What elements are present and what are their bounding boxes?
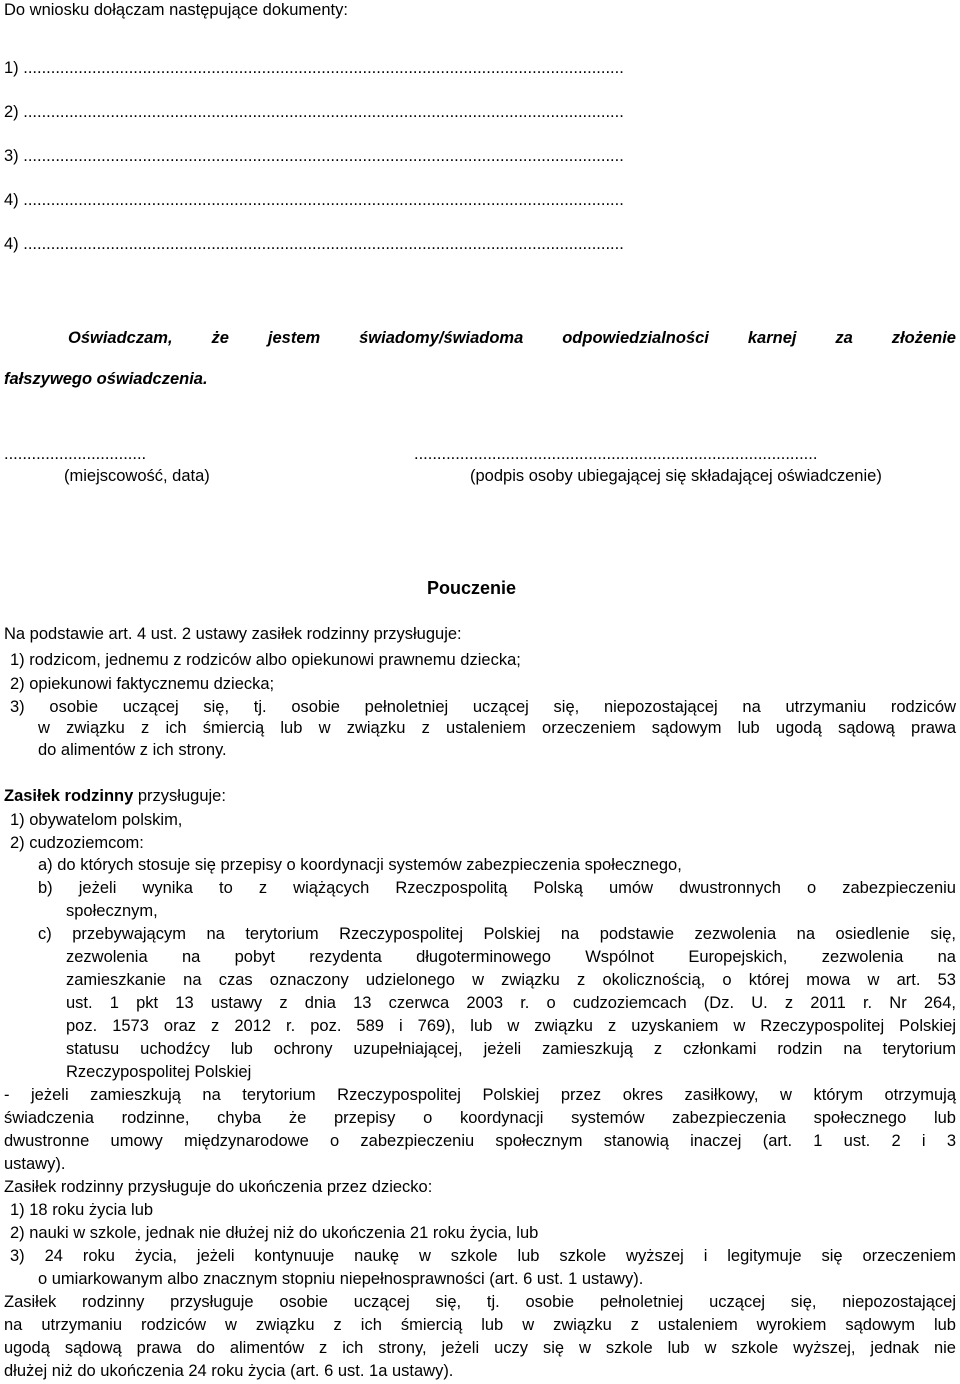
document-line-1: 1) ...................................................................................................................................	[4, 59, 624, 77]
place-date-dots: ...............................	[4, 445, 147, 463]
p2-item-c-6: statusu uchodźcy lub ochrony uzupełniającej, jeżeli zamieszkują z członkami rodzin na terytorium	[66, 1040, 956, 1058]
p2-rest: przysługuje:	[133, 787, 226, 805]
p2-item-1: 1) obywatelom polskim,	[10, 811, 183, 829]
p1-line-2: 1) rodzicom, jednemu z rodziców albo opiekunowi prawnemu dziecka;	[10, 651, 521, 669]
p4-item-2: 2) nauki w szkole, jednak nie dłużej niż do ukończenia 21 roku życia, lub	[10, 1224, 539, 1242]
p5-line-4: dłużej niż do ukończenia 24 roku życia (art. 6 ust. 1a ustawy).	[4, 1362, 454, 1380]
p5-line-3: ugodą sądową prawa do alimentów z ich strony, jeżeli uczy się w szkole lub w szkole wyższej, jednak nie	[4, 1339, 956, 1357]
document-line-4: 4) ...................................................................................................................................	[4, 191, 624, 209]
p2-item-a: a) do których stosuje się przepisy o koordynacji systemów zabezpieczenia społecznego,	[38, 856, 682, 874]
p3-line-2: świadczenia rodzinne, chyba że przepisy o koordynacji systemów zabezpieczenia społecznego lub	[4, 1109, 956, 1127]
document-line-2: 2) ...................................................................................................................................	[4, 103, 624, 121]
documents-intro: Do wniosku dołączam następujące dokumenty:	[4, 1, 348, 19]
p2-item-c-3: zamieszkanie na czas oznaczony udzielonego w związku z okolicznością, o której mowa w art. 53	[66, 971, 956, 989]
p4-item-1: 1) 18 roku życia lub	[10, 1201, 154, 1219]
p4-item-3: 3) 24 roku życia, jeżeli kontynuuje naukę w szkole lub szkole wyższej i legitymuje się orzeczeniem	[10, 1247, 956, 1265]
p5-line-2: na utrzymaniu rodziców w związku z ich śmiercią lub w związku z ustaleniem wyrokiem sądowym lub	[4, 1316, 956, 1334]
declaration-line-2: fałszywego oświadczenia.	[4, 370, 208, 388]
p1-line-6: do alimentów z ich strony.	[38, 741, 227, 759]
p2-item-c-5: poz. 1573 oraz z 2012 r. poz. 589 i 769), lub w związku z uzyskaniem w Rzeczypospolitej Polskiej	[66, 1017, 956, 1035]
p1-line-5: w związku z ich śmiercią lub w związku z ustaleniem orzeczeniem sądowym lub ugodą sądową prawa	[38, 719, 956, 737]
place-date-label: (miejscowość, data)	[64, 467, 210, 485]
p4-line-1: Zasiłek rodzinny przysługuje do ukończenia przez dziecko:	[4, 1178, 433, 1196]
declaration-line-1: Oświadczam, że jestem świadomy/świadoma odpowiedzialności karnej za złożenie	[68, 329, 956, 347]
p4-item-3-cont: o umiarkowanym albo znacznym stopniu niepełnosprawności (art. 6 ust. 1 ustawy).	[38, 1270, 644, 1288]
p3-line-1: - jeżeli zamieszkują na terytorium Rzeczypospolitej Polskiej przez okres zasiłkowy, w którym otrzymują	[4, 1086, 956, 1104]
p2-item-c-4: ust. 1 pkt 13 ustawy z dnia 13 czerwca 2003 r. o cudzoziemcach (Dz. U. z 2011 r. Nr 264,	[66, 994, 956, 1012]
signature-dots: ........................................................................................	[414, 445, 818, 463]
p2-item-c-2: zezwolenia na pobyt rezydenta długoterminowego Wspólnot Europejskich, zezwolenia na	[66, 948, 956, 966]
p1-line-3: 2) opiekunowi faktycznemu dziecka;	[10, 675, 275, 693]
p2-line-1	[4, 786, 226, 806]
p3-line-4: ustawy).	[4, 1155, 66, 1173]
p5-line-1: Zasiłek rodzinny przysługuje osobie uczącej się, tj. osobie pełnoletniej uczącej się, niepozostającej	[4, 1293, 956, 1311]
p2-item-b-cont: społecznym,	[66, 902, 158, 920]
p1-line-4: 3) osobie uczącej się, tj. osobie pełnoletniej uczącej się, niepozostającej na utrzymaniu rodziców	[10, 698, 956, 716]
p2-item-2: 2) cudzoziemcom:	[10, 834, 144, 852]
p2-item-c-7: Rzeczypospolitej Polskiej	[66, 1063, 252, 1081]
p1-line-1: Na podstawie art. 4 ust. 2 ustawy zasiłek rodzinny przysługuje:	[4, 625, 462, 643]
document-line-3: 3) ...................................................................................................................................	[4, 147, 624, 165]
p3-line-3: dwustronne umowy międzynarodowe o zabezpieczeniu społecznym stanowią inaczej (art. 1 ust. 2 i 3	[4, 1132, 956, 1150]
signature-label: (podpis osoby ubiegającej się składającej oświadczenie)	[470, 467, 882, 485]
p2-bold-term: Zasiłek rodzinny	[4, 787, 134, 805]
p2-item-b: b) jeżeli wynika to z wiążących Rzeczpospolitą Polską umów dwustronnych o zabezpieczeniu	[38, 879, 956, 897]
instruction-heading: Pouczenie	[427, 578, 517, 598]
p2-item-c-1: c) przebywającym na terytorium Rzeczypospolitej Polskiej na podstawie zezwolenia na osiedlenie się,	[38, 925, 956, 943]
document-line-5: 4) ...................................................................................................................................	[4, 235, 624, 253]
